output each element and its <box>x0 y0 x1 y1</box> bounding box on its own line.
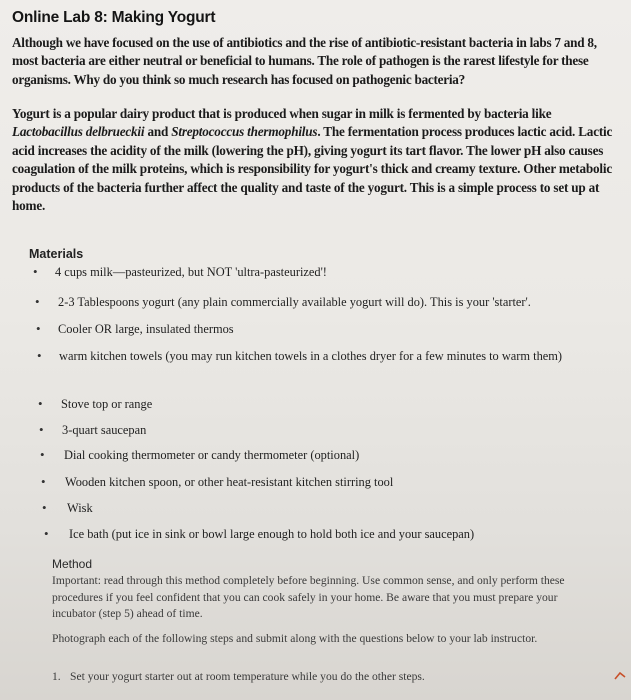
materials-item-towels: warm kitchen towels (you may run kitchen towels in a clothes dryer for a few minutes to warm them) <box>59 349 563 363</box>
bullet-icon: • <box>37 348 42 363</box>
step-number: 1. <box>52 670 61 683</box>
materials-item-stove: Stove top or range <box>61 397 153 411</box>
bullet-icon: • <box>39 422 44 437</box>
materials-item-wisk: Wisk <box>67 501 93 515</box>
species-name-lactobacillus: Lactobacillus delbrueckii <box>12 124 145 140</box>
method-step-1: Set your yogurt starter out at room temperature while you do the other steps. <box>70 670 425 683</box>
page-title: Online Lab 8: Making Yogurt <box>12 9 216 26</box>
bullet-icon: • <box>40 447 45 462</box>
bullet-icon: • <box>36 321 41 336</box>
method-important-note: Important: read through this method completely before beginning. Use common sense, and only perform these procedures if you feel confident that you can cook safely in your home. Be aware that you must prepare your incubator (step 5) ahead of time. <box>52 574 565 620</box>
method-photograph-instruction: Photograph each of the following steps and submit along with the questions below to your lab instructor. <box>52 632 538 645</box>
method-heading: Method <box>52 557 93 571</box>
yogurt-paragraph <box>12 105 618 215</box>
bullet-icon: • <box>33 264 38 279</box>
materials-item-starter-yogurt: 2-3 Tablespoons yogurt (any plain commercially available yogurt will do). This is your 'starter'. <box>58 295 531 309</box>
materials-item-ice-bath: Ice bath (put ice in sink or bowl large enough to hold both ice and your saucepan) <box>69 527 475 541</box>
materials-heading: Materials <box>29 247 84 261</box>
materials-item-spoon: Wooden kitchen spoon, or other heat-resistant kitchen stirring tool <box>65 475 394 489</box>
yogurt-paragraph-text-2: and <box>144 124 172 140</box>
bullet-icon: • <box>44 526 49 541</box>
bullet-icon: • <box>35 294 40 309</box>
yogurt-paragraph-text-1: Yogurt is a popular dairy product that is produced when sugar in milk is fermented by bacteria like <box>12 106 552 121</box>
materials-item-thermometer: Dial cooking thermometer or candy thermometer (optional) <box>64 448 360 462</box>
materials-item-saucepan: 3-quart saucepan <box>62 423 147 437</box>
species-name-streptococcus: Streptococcus thermophilus <box>171 124 318 140</box>
materials-item-cooler: Cooler OR large, insulated thermos <box>58 322 234 336</box>
yogurt-paragraph-text-3: . The fermentation process produces lactic acid. Lactic acid increases the acidity of the milk (lowering the pH), giving yogurt its tart flavor. The lower pH also causes coagulation of the milk proteins, which is responsibility for yogurt's thick and creamy texture. Other metabolic products of the bacteria further affect the quality and taste of the yogurt. This is a simple process to set up at home. <box>12 124 613 214</box>
bullet-icon: • <box>41 474 46 489</box>
chevron-up-icon <box>613 669 627 681</box>
bullet-icon: • <box>38 396 43 411</box>
intro-paragraph: Although we have focused on the use of antibiotics and the rise of antibiotic-resistant bacteria in labs 7 and 8, most bacteria are either neutral or beneficial to humans. The role of pathogen is the rarest lifestyle for these organisms. Why do you think so much research has focused on pathogenic bacteria? <box>12 35 597 87</box>
bullet-icon: • <box>42 500 47 515</box>
materials-item-milk: 4 cups milk—pasteurized, but NOT 'ultra-pasteurized'! <box>55 265 327 279</box>
